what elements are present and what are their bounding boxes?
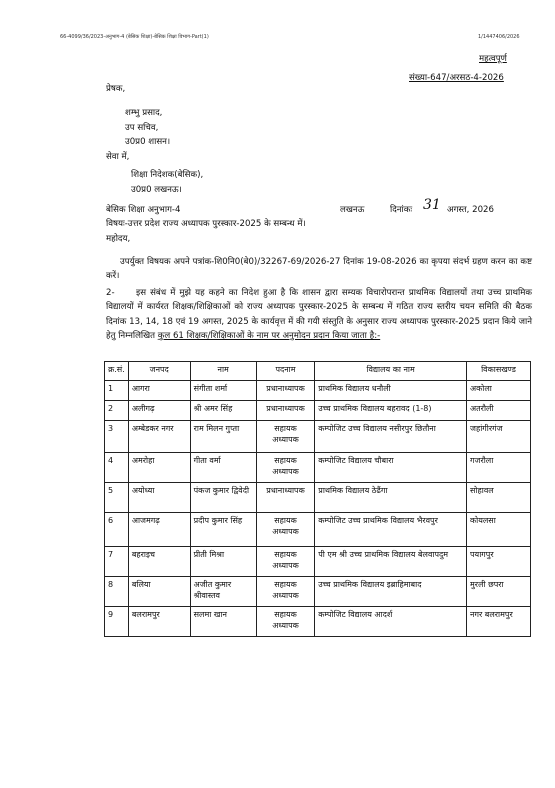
- table-row: [105, 483, 531, 513]
- table-row: [105, 381, 531, 401]
- cell-designation: प्रधानाध्यापक: [256, 401, 315, 421]
- cell-serial: 5: [105, 483, 129, 513]
- subject-line: विषयः-उत्तर प्रदेश राज्य अध्यापक पुरस्कार-2025 के सम्बन्ध में।: [106, 219, 306, 229]
- cell-school: कम्पोजिट उच्च विद्यालय नसीरपुर छितौना: [315, 421, 467, 453]
- header-designation: पदनाम: [256, 362, 315, 381]
- cell-designation: सहायक अध्यापक: [256, 547, 315, 577]
- cell-school: पी एम श्री उच्च प्राथमिक विद्यालय बेलवापदुम: [315, 547, 467, 577]
- cell-designation: सहायक अध्यापक: [256, 577, 315, 607]
- cell-name: पंकज कुमार द्विवेदी: [190, 483, 256, 513]
- recipient-place: उ0प्र0 लखनऊ।: [131, 185, 182, 195]
- cell-school: प्राथमिक विद्यालय धनौली: [315, 381, 467, 401]
- table-row: [105, 453, 531, 483]
- cell-district: अलीगढ़: [128, 401, 190, 421]
- file-reference: 66-4099/36/2023-अनुभाग-4 (बेसिक शिक्षा)-बेसिक शिक्षा विभाग-Part(1): [60, 34, 209, 40]
- cell-designation: सहायक अध्यापक: [256, 607, 315, 637]
- to-label: सेवा में,: [106, 152, 130, 162]
- paragraph-2: [106, 286, 532, 344]
- cell-block: अतरौली: [467, 401, 531, 421]
- date-day-handwritten: 31: [423, 197, 441, 213]
- cell-school: उच्च प्राथमिक विद्यालय बहरावद (1-8): [315, 401, 467, 421]
- paragraph-2-number: 2-: [106, 288, 115, 298]
- cell-block: अकोला: [467, 381, 531, 401]
- cell-district: बलरामपुर: [128, 607, 190, 637]
- table-row: [105, 577, 531, 607]
- cell-serial: 1: [105, 381, 129, 401]
- cell-block: नगर बलरामपुर: [467, 607, 531, 637]
- cell-block: मुरली छपरा: [467, 577, 531, 607]
- paragraph-1: उपर्युक्त विषयक अपने पत्रांक-शि0नि0(बे0)/32267-69/2026-27 दिनांक 19-08-2026 का कृपया संदर्भ ग्रहण करन का कष्ट करें।: [106, 257, 532, 282]
- cell-designation: प्रधानाध्यापक: [256, 483, 315, 513]
- cell-name: प्रदीप कुमार सिंह: [190, 513, 256, 547]
- cell-district: आजमगढ़: [128, 513, 190, 547]
- cell-school: कम्पोजिट विद्यालय आदर्श: [315, 607, 467, 637]
- paragraph-2-text: इस संबंध में मुझे यह कहने का निदेश हुआ है कि शासन द्वारा सम्यक विचारोपरान्त प्राथमिक विद्यालयों तथा उच्च प्राथमिक विद्यालयों में कार्यरत शिक्षक/शिक्षिकाओं को राज्य अध्यापक पुरस्कार-2025 के सम्बन्ध में गठित राज्य स्तरीय चयन समिति की बैठक दिनांक 13, 14, 18 एवं 19 अगस्त, 2025 के कार्यवृत्त में की गयी संस्तुति के अनुसार राज्य अध्यापक पुरस्कार-2025 प्रदान किये जाने हेतु निम्नलिखित: [106, 288, 532, 342]
- cell-serial: 8: [105, 577, 129, 607]
- recipient-title: शिक्षा निदेशक(बेसिक),: [131, 170, 204, 180]
- section-name: बेसिक शिक्षा अनुभाग-4: [106, 205, 181, 215]
- cell-block: गजरौला: [467, 453, 531, 483]
- cell-name: संगीता शर्मा: [190, 381, 256, 401]
- cell-district: अयोध्या: [128, 483, 190, 513]
- cell-designation: सहायक अध्यापक: [256, 453, 315, 483]
- letter-number: संख्या-647/अरसठ-4-2026: [409, 73, 504, 83]
- awardee-table: [104, 361, 531, 637]
- header-name: नाम: [190, 362, 256, 381]
- table-row: [105, 401, 531, 421]
- cell-serial: 6: [105, 513, 129, 547]
- cell-name: अजीत कुमार श्रीवास्तव: [190, 577, 256, 607]
- salutation: महोदय,: [106, 234, 131, 244]
- header-block: विकासखण्ड: [467, 362, 531, 381]
- cell-school: कम्पोजिट उच्च प्राथमिक विद्यालय भैरवपुर: [315, 513, 467, 547]
- cell-serial: 7: [105, 547, 129, 577]
- cell-name: सलमा खान: [190, 607, 256, 637]
- cell-serial: 9: [105, 607, 129, 637]
- cell-name: प्रीती मिश्रा: [190, 547, 256, 577]
- sender-office: उ0प्र0 शासन।: [125, 137, 171, 147]
- importance-label: महत्वपूर्ण: [479, 54, 507, 64]
- cell-block: सोहावल: [467, 483, 531, 513]
- cell-district: बहराइच: [128, 547, 190, 577]
- table-row: [105, 421, 531, 453]
- table-row: [105, 607, 531, 637]
- cell-designation: प्रधानाध्यापक: [256, 381, 315, 401]
- cell-district: अम्बेडकर नगर: [128, 421, 190, 453]
- cell-school: प्राथमिक विद्यालय ठेढैंगा: [315, 483, 467, 513]
- sender-designation: उप सचिव,: [125, 123, 159, 133]
- cell-block: पयागपुर: [467, 547, 531, 577]
- place-name: लखनऊ: [340, 205, 365, 215]
- cell-block: कोयलसा: [467, 513, 531, 547]
- sender-label: प्रेषक,: [106, 84, 126, 94]
- cell-name: गीता वर्मा: [190, 453, 256, 483]
- header-school: विद्यालय का नाम: [315, 362, 467, 381]
- sender-name: शम्भु प्रसाद,: [125, 108, 163, 118]
- cell-serial: 4: [105, 453, 129, 483]
- cell-name: राम मिलन गुप्ता: [190, 421, 256, 453]
- table-header-row: [105, 362, 531, 381]
- table-row: [105, 513, 531, 547]
- table-row: [105, 547, 531, 577]
- cell-designation: सहायक अध्यापक: [256, 513, 315, 547]
- cell-district: बलिया: [128, 577, 190, 607]
- cell-school: उच्च प्राथमिक विद्यालय इब्राहिमाबाद: [315, 577, 467, 607]
- header-serial: क्र.सं.: [105, 362, 129, 381]
- cell-school: कम्पोजिट विद्यालय चौबारा: [315, 453, 467, 483]
- paragraph-2-highlight: कुल 61 शिक्षक/शिक्षिकाओं के नाम पर अनुमोदन प्रदान किया जाता है:-: [157, 331, 381, 342]
- cell-block: जहांगीरगंज: [467, 421, 531, 453]
- cell-serial: 2: [105, 401, 129, 421]
- cell-serial: 3: [105, 421, 129, 453]
- cell-name: श्री अमर सिंह: [190, 401, 256, 421]
- cell-district: अमरोहा: [128, 453, 190, 483]
- cell-designation: सहायक अध्यापक: [256, 421, 315, 453]
- date-month-year: अगस्त, 2026: [447, 205, 494, 215]
- header-district: जनपद: [128, 362, 190, 381]
- date-label: दिनांकः: [390, 205, 413, 215]
- document-id: 1/1447406/2026: [478, 34, 520, 40]
- cell-district: आगरा: [128, 381, 190, 401]
